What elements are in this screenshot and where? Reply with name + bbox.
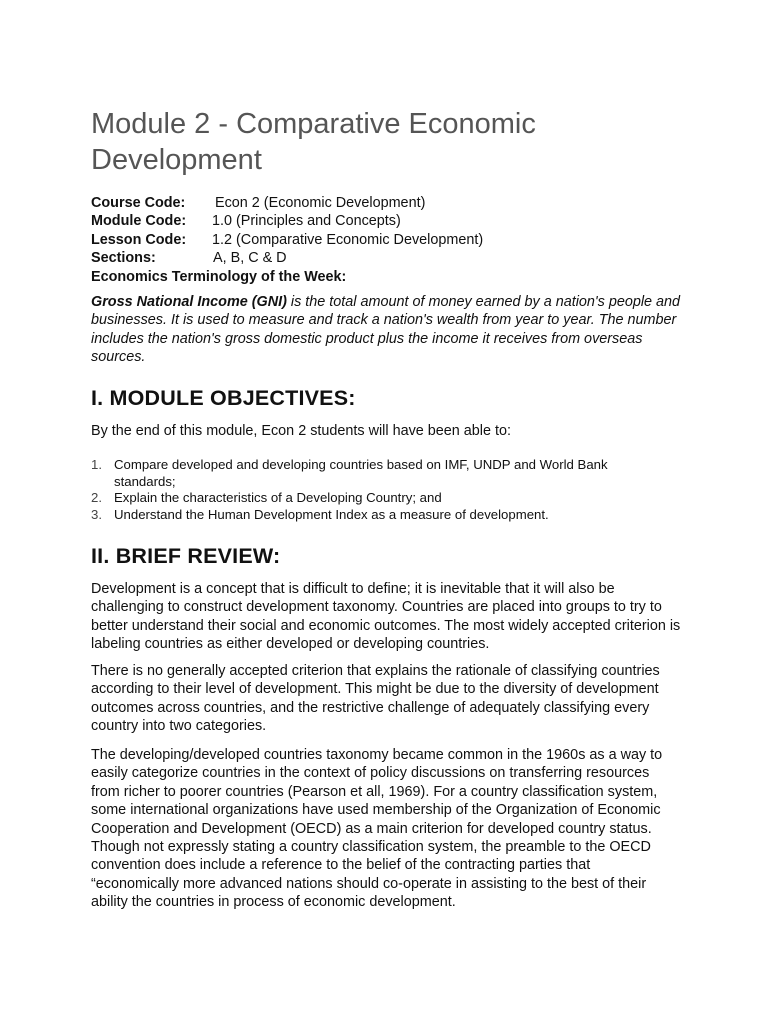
terminology-label: Economics Terminology of the Week: xyxy=(91,268,347,285)
review-heading: II. BRIEF REVIEW: xyxy=(91,544,281,568)
sections-label: Sections: xyxy=(91,250,156,267)
objective-text: Understand the Human Development Index as a measure of development. xyxy=(114,506,549,522)
sections-value: A, B, C & D xyxy=(213,250,287,267)
lesson-code-row xyxy=(91,231,691,249)
module-metadata xyxy=(91,194,691,286)
objective-text: Explain the characteristics of a Developing Country; and xyxy=(114,490,442,506)
sections-row xyxy=(91,249,691,267)
module-code-row xyxy=(91,212,691,230)
course-code-value: Econ 2 (Economic Development) xyxy=(215,195,426,211)
objectives-intro: By the end of this module, Econ 2 students will have been able to: xyxy=(91,423,511,439)
review-paragraph-1: Development is a concept that is difficult to define; it is inevitable that it will also be challenging to construct development taxonomy. Countries are placed into groups to try to better understand their social and economic outcomes. The most widely accepted criterion is labeling countries as either developed or developing countries. xyxy=(91,581,681,653)
terminology-term: Gross National Income (GNI) xyxy=(91,294,287,310)
objectives-heading: I. MODULE OBJECTIVES: xyxy=(91,386,356,410)
objective-item-1 xyxy=(91,457,654,490)
module-code-value: 1.0 (Principles and Concepts) xyxy=(212,213,401,230)
review-paragraph-3: The developing/developed countries taxonomy became common in the 1960s as a way to easily categorize countries in the context of policy discussions on transferring resources from richer to poorer countries (Pearson et all, 1969). For a country classification system, some international organizations have used membership of the Organization of Economic Cooperation and Development (OECD) as a main criterion for developed country status. Though not expressly stating a country classification system, the preamble to the OECD convention does include a reference to the belief of the contracting parties that “economically more advanced nations should co-operate in assisting to the best of their ability the countries in process of economic development. xyxy=(91,747,663,911)
objectives-list xyxy=(91,457,691,523)
terminology-row xyxy=(91,268,691,286)
document-title: Module 2 - Comparative Economic Development xyxy=(91,108,536,176)
course-code-label: Course Code: xyxy=(91,195,186,211)
lesson-code-label: Lesson Code: xyxy=(91,231,187,248)
objective-number: 1. xyxy=(91,457,102,472)
terminology-definition xyxy=(91,293,691,367)
objective-number: 3. xyxy=(91,506,102,522)
review-paragraph-2: There is no generally accepted criterion that explains the rationale of classifying countries according to their level of development. This might be due to the diversity of development outcomes across countries, and the restrictive challenge of adequately classifying every country into two categories. xyxy=(91,663,660,735)
module-code-label: Module Code: xyxy=(91,213,187,230)
objective-number: 2. xyxy=(91,490,102,506)
lesson-code-value: 1.2 (Comparative Economic Development) xyxy=(212,231,484,248)
course-code-row xyxy=(91,194,691,212)
terminology-definition-text: is the total amount of money earned by a nation's people and businesses. It is used to measure and track a nation's wealth from year to year. The number includes the nation's gross domestic product plus the income it receives from overseas sources. xyxy=(91,294,681,366)
objective-text: Compare developed and developing countries based on IMF, UNDP and World Bank standards; xyxy=(114,457,608,489)
objective-item-2 xyxy=(91,490,654,507)
objective-item-3 xyxy=(91,507,654,524)
